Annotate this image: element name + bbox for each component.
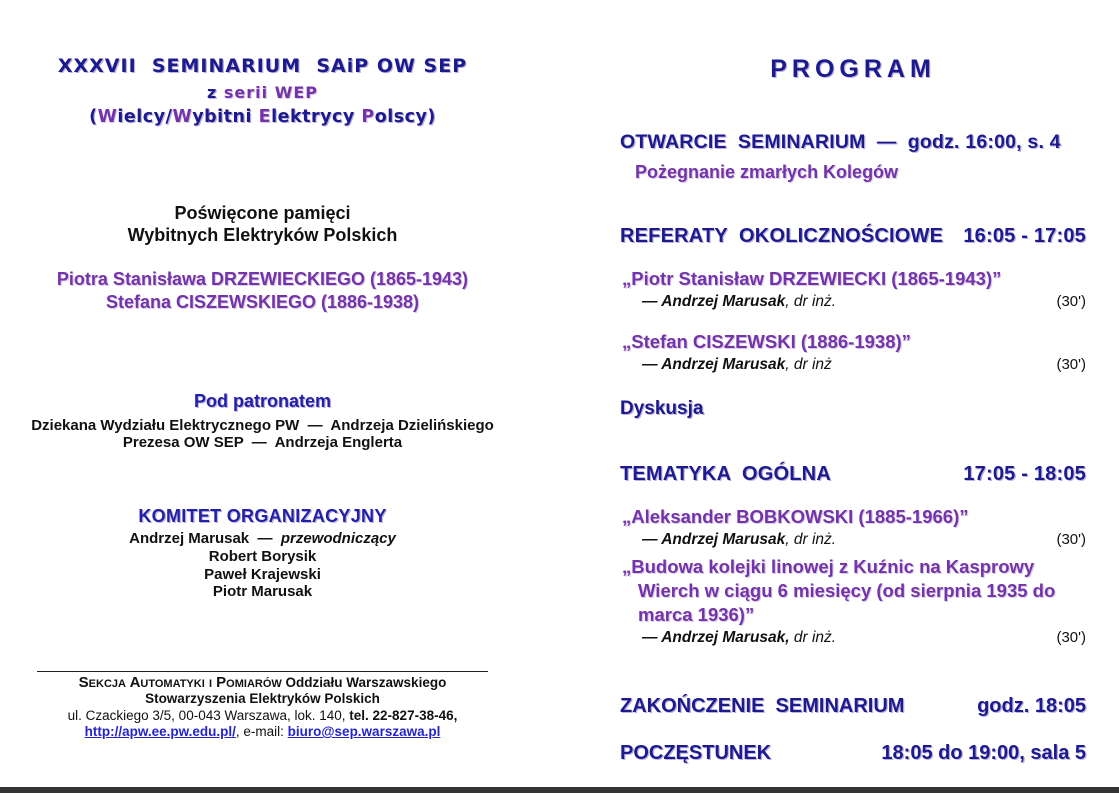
honoree-ciszewski: Stefana CISZEWSKIEGO (1886-1938) bbox=[105, 292, 420, 312]
closing-time: godz. 18:05 bbox=[977, 695, 1086, 717]
program-page bbox=[620, 0, 1086, 766]
committee-block bbox=[20, 505, 505, 601]
opening-line bbox=[620, 130, 1086, 155]
talk-attribution bbox=[620, 355, 1086, 375]
talk-attribution bbox=[620, 530, 1086, 550]
committee-member: Robert Borysik bbox=[208, 548, 317, 565]
speaker-name: — Andrzej Marusak bbox=[642, 356, 786, 373]
section-referaty-title: REFERATY OKOLICZNOŚCIOWE bbox=[620, 225, 944, 247]
wep-initial: W bbox=[97, 107, 118, 127]
seminar-title-line1: XXXVII SEMINARIUM SAiP OW SEP bbox=[57, 55, 468, 77]
street-address: ul. Czackiego 3/5, 00-043 Warszawa, lok. 140, bbox=[67, 707, 350, 723]
website-link[interactable]: http://apw.ee.pw.edu.pl/ bbox=[84, 724, 236, 739]
dedication-block bbox=[20, 202, 505, 246]
talk-title: „Aleksander BOBKOWSKI (1885-1966)” bbox=[622, 506, 969, 527]
honorees-block bbox=[20, 268, 505, 314]
talk-duration: (30') bbox=[1056, 293, 1086, 310]
refreshments-label: POCZĘSTUNEK bbox=[620, 742, 772, 764]
talk-duration: (30') bbox=[1056, 629, 1086, 646]
committee-chair bbox=[20, 530, 505, 548]
organizer-name-line2: Stowarzyszenia Elektryków Polskich bbox=[145, 691, 380, 706]
wep-seg: olscy) bbox=[374, 107, 436, 127]
speaker-name: — Andrzej Marusak, bbox=[642, 629, 790, 646]
contact-line bbox=[20, 724, 505, 741]
refreshments-time: 18:05 do 19:00, sala 5 bbox=[881, 742, 1086, 764]
talk-attribution bbox=[620, 628, 1086, 648]
speaker-name: — Andrzej Marusak bbox=[642, 293, 786, 310]
opening-subtitle: Pożegnanie zmarłych Kolegów bbox=[635, 162, 899, 182]
speaker-line bbox=[642, 530, 836, 550]
speaker-line bbox=[642, 292, 836, 312]
section-tematyka-header bbox=[620, 461, 1086, 487]
email-link[interactable]: biuro@sep.warszawa.pl bbox=[287, 724, 441, 739]
wep-initial: P bbox=[361, 107, 375, 127]
talk-attribution bbox=[620, 292, 1086, 312]
series-prefix: z bbox=[207, 83, 224, 102]
talk-bobkowski bbox=[620, 505, 1086, 550]
patronage-heading: Pod patronatem bbox=[193, 391, 331, 411]
opening-label: OTWARCIE SEMINARIUM bbox=[620, 131, 866, 153]
section-referaty-header bbox=[620, 223, 1086, 249]
section-referaty-time: 16:05 - 17:05 bbox=[963, 225, 1086, 247]
cover-page bbox=[20, 0, 505, 741]
dedication-line1: Poświęcone pamięci bbox=[174, 203, 351, 223]
speaker-degree: , dr inż. bbox=[785, 293, 837, 310]
committee-member: Paweł Krajewski bbox=[204, 565, 321, 583]
speaker-name: — Andrzej Marusak bbox=[642, 531, 786, 548]
dedication-line2: Wybitnych Elektryków Polskich bbox=[127, 225, 398, 245]
chair-role: przewodniczący bbox=[280, 530, 396, 547]
phone-number: tel. 22-827-38-46, bbox=[349, 707, 458, 723]
speaker-degree: , dr inż. bbox=[785, 531, 837, 548]
wep-seg: ( bbox=[89, 107, 98, 127]
talk-title: „Budowa kolejki linowej z Kuźnic na Kasprowy Wierch w ciągu 6 miesięcy (od sierpnia 1935 do marca 1936)” bbox=[622, 556, 1056, 625]
talk-duration: (30') bbox=[1056, 531, 1086, 548]
speaker-degree: dr inż. bbox=[789, 629, 837, 646]
footer-divider bbox=[37, 671, 488, 672]
email-label: , e-mail: bbox=[235, 724, 288, 739]
speaker-line bbox=[642, 355, 832, 375]
series-name: serii WEP bbox=[223, 83, 318, 102]
section-name: Sekcja Automatyki i Pomiarów bbox=[78, 673, 282, 691]
wep-seg: ielcy/ bbox=[117, 107, 173, 127]
committee-heading: KOMITET ORGANIZACYJNY bbox=[138, 506, 387, 526]
talk-kolejka-kasprowy bbox=[620, 555, 1086, 648]
wep-initial: W bbox=[172, 107, 193, 127]
closing-label: ZAKOŃCZENIE SEMINARIUM bbox=[620, 695, 905, 717]
address-line bbox=[20, 708, 505, 725]
honoree-drzewiecki: Piotra Stanisława DRZEWIECKIEGO (1865-1943) bbox=[56, 269, 469, 289]
refreshments-line bbox=[620, 741, 1086, 766]
chair-name: Andrzej Marusak — bbox=[129, 530, 281, 547]
seminar-title-line3 bbox=[20, 106, 505, 128]
talk-drzewiecki bbox=[620, 267, 1086, 312]
page-bottom-edge bbox=[0, 787, 1119, 793]
section-tematyka-title: TEMATYKA OGÓLNA bbox=[620, 463, 831, 485]
patronage-block bbox=[20, 390, 505, 451]
talk-title: „Piotr Stanisław DRZEWIECKI (1865-1943)” bbox=[622, 268, 1002, 289]
wep-seg: lektrycy bbox=[271, 107, 362, 127]
seminar-title-block bbox=[20, 54, 505, 128]
section-tematyka-time: 17:05 - 18:05 bbox=[963, 463, 1086, 485]
wep-seg: ybitni bbox=[192, 107, 259, 127]
speaker-degree: , dr inż bbox=[785, 356, 832, 373]
opening-time: godz. 16:00, s. 4 bbox=[907, 131, 1061, 153]
discussion-label: Dyskusja bbox=[620, 398, 704, 419]
opening-dash: — bbox=[865, 131, 908, 153]
speaker-line bbox=[642, 628, 836, 648]
seminar-title-line2 bbox=[20, 83, 505, 103]
committee-member: Piotr Marusak bbox=[212, 583, 313, 600]
patron-dean: Dziekana Wydziału Elektrycznego PW — Andrzeja Dzielińskiego bbox=[31, 417, 494, 434]
organizer-name-line1 bbox=[20, 675, 505, 692]
organizer-footer bbox=[20, 671, 505, 741]
wep-initial: E bbox=[258, 107, 272, 127]
closing-line bbox=[620, 694, 1086, 719]
patronage-lines bbox=[20, 417, 505, 451]
branch-name: Oddziału Warszawskiego bbox=[281, 674, 447, 690]
program-heading: PROGRAM bbox=[770, 55, 936, 83]
talk-duration: (30') bbox=[1056, 356, 1086, 373]
talk-ciszewski bbox=[620, 330, 1086, 375]
talk-title: „Stefan CISZEWSKI (1886-1938)” bbox=[622, 331, 911, 352]
patron-president: Prezesa OW SEP — Andrzeja Englerta bbox=[122, 434, 403, 451]
